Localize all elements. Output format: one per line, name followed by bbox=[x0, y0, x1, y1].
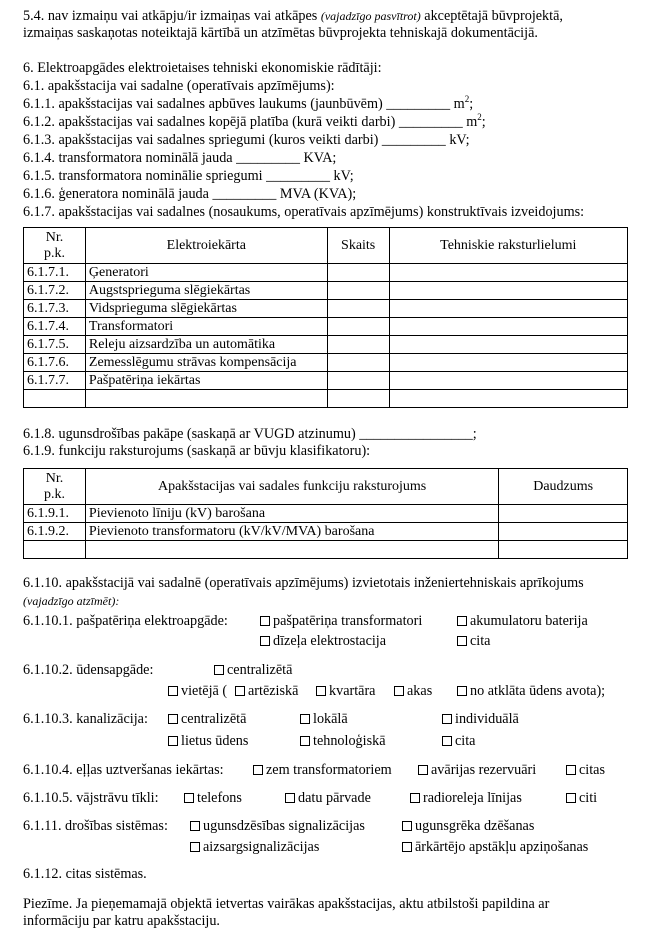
p5-opt-1[interactable] bbox=[184, 790, 242, 807]
p5-opt-2[interactable] bbox=[285, 790, 371, 807]
row-nr: 6.1.7.2. bbox=[24, 282, 86, 300]
s612-end: ; bbox=[481, 114, 486, 130]
p2-opt-local[interactable] bbox=[168, 683, 227, 700]
s6111-opt-3[interactable] bbox=[190, 839, 319, 856]
p4-opt-2[interactable] bbox=[418, 762, 536, 779]
row-nr: 6.1.7.7. bbox=[24, 372, 86, 390]
checkbox[interactable] bbox=[566, 765, 576, 775]
s6111-label: 6.1.11. drošības sistēmas: bbox=[23, 818, 168, 834]
s611-end: ; bbox=[469, 96, 474, 112]
opt-label: datu pārvade bbox=[298, 790, 371, 806]
row-name: Vidsprieguma slēgiekārtas bbox=[85, 300, 327, 318]
row-count-cell[interactable] bbox=[327, 336, 389, 354]
checkbox[interactable] bbox=[457, 616, 467, 626]
opt-label: avārijas rezervuāri bbox=[431, 762, 537, 778]
p3-opt-1[interactable] bbox=[168, 711, 246, 728]
checkbox[interactable] bbox=[285, 793, 295, 803]
th-specs: Tehniskie raksturlielumi bbox=[389, 228, 627, 264]
row-count-cell[interactable] bbox=[327, 282, 389, 300]
row-count-cell[interactable] bbox=[327, 318, 389, 336]
table-row bbox=[24, 282, 628, 300]
p2-opt-artesian[interactable] bbox=[235, 683, 298, 700]
row-specs-cell[interactable] bbox=[389, 354, 627, 372]
row-specs-cell[interactable] bbox=[389, 282, 627, 300]
s54-note: (vajadzīgo pasvītrot) bbox=[320, 9, 421, 23]
checkbox[interactable] bbox=[190, 842, 200, 852]
th-count: Skaits bbox=[327, 228, 389, 264]
opt-label: pašpatēriņa transformatori bbox=[273, 613, 423, 629]
row-name: Releju aizsardzība un automātika bbox=[85, 336, 327, 354]
p3-opt-4[interactable] bbox=[168, 733, 248, 750]
table-row bbox=[24, 264, 628, 282]
s619: 6.1.9. funkciju raksturojums (saskaņā ar būvju klasifikatoru): bbox=[23, 443, 371, 459]
checkbox[interactable] bbox=[214, 665, 224, 675]
opt-label: akas bbox=[407, 683, 433, 699]
checkbox[interactable] bbox=[235, 686, 245, 696]
opt-label: lietus ūdens bbox=[181, 733, 249, 749]
row-empty-cell[interactable] bbox=[24, 390, 86, 408]
row-nr: 6.1.9.2. bbox=[24, 523, 86, 541]
s6110-title: 6.1.10. apakšstacijā vai sadalnē (operatīvais apzīmējums) izvietotais inženiertehniskais aprīkojums bbox=[23, 575, 584, 591]
opt-label: centralizētā bbox=[227, 662, 293, 678]
opt-label: ugunsdzēsības signalizācijas bbox=[203, 818, 365, 834]
table-row bbox=[24, 354, 628, 372]
opt-label: zem transformatoriem bbox=[266, 762, 392, 778]
p1-opt-2[interactable] bbox=[457, 613, 588, 630]
checkbox[interactable] bbox=[442, 714, 452, 724]
p2-label: 6.1.10.2. ūdensapgāde: bbox=[23, 662, 154, 678]
row-specs-cell[interactable] bbox=[389, 318, 627, 336]
row-count-cell[interactable] bbox=[327, 300, 389, 318]
checkbox[interactable] bbox=[457, 636, 467, 646]
th-nr: Nr. p.k. bbox=[24, 469, 86, 505]
p1-label: 6.1.10.1. pašpatēriņa elektroapgāde: bbox=[23, 613, 228, 629]
row-empty-cell[interactable] bbox=[85, 541, 498, 559]
s6111-opt-1[interactable] bbox=[190, 818, 365, 835]
opt-label: artēziskā bbox=[248, 683, 299, 699]
checkbox[interactable] bbox=[394, 686, 404, 696]
s61: 6.1. apakšstacija vai sadalne (operatīvais apzīmējums): bbox=[23, 78, 335, 94]
s6111-opt-4[interactable] bbox=[402, 839, 588, 856]
checkbox[interactable] bbox=[300, 736, 310, 746]
s6110-note: (vajadzīgo atzīmēt): bbox=[23, 594, 120, 608]
row-count-cell[interactable] bbox=[327, 354, 389, 372]
s615: 6.1.5. transformatora nominālie spriegumi _________ kV; bbox=[23, 168, 354, 184]
equipment-table-header bbox=[24, 228, 628, 264]
s612-sup: 2 bbox=[477, 112, 482, 122]
s613: 6.1.3. apakšstacijas vai sadalnes spriegumi (kuros veikti darbi) _________ kV; bbox=[23, 132, 470, 148]
p1-opt-1[interactable] bbox=[260, 613, 422, 630]
s54-line1 bbox=[23, 8, 563, 25]
table-row bbox=[24, 505, 628, 523]
p3-label: 6.1.10.3. kanalizācija: bbox=[23, 711, 148, 727]
p4-opt-3[interactable] bbox=[566, 762, 605, 779]
row-nr: 6.1.7.3. bbox=[24, 300, 86, 318]
s614: 6.1.4. transformatora nominālā jauda _________ KVA; bbox=[23, 150, 337, 166]
note-line1: Piezīme. Ja pieņemamajā objektā ietvertas vairākas apakšstacijas, aktu atbilstoši papildina ar bbox=[23, 896, 550, 912]
table-row bbox=[24, 372, 628, 390]
p5-opt-3[interactable] bbox=[410, 790, 522, 807]
row-name: Augstsprieguma slēgiekārtas bbox=[85, 282, 327, 300]
row-quantity-cell[interactable] bbox=[499, 505, 628, 523]
s612-text: 6.1.2. apakšstacijas vai sadalnes kopējā platība (kurā veikti darbi) _________ m bbox=[23, 114, 478, 130]
p4-label: 6.1.10.4. eļļas uztveršanas iekārtas: bbox=[23, 762, 224, 778]
table-row bbox=[24, 523, 628, 541]
row-name: Transformatori bbox=[85, 318, 327, 336]
equipment-table bbox=[23, 227, 628, 408]
opt-label: citi bbox=[579, 790, 598, 806]
opt-label: no atklāta ūdens avota); bbox=[470, 683, 606, 699]
function-table bbox=[23, 468, 628, 559]
p1-opt-4[interactable] bbox=[457, 633, 490, 650]
p3-opt-3[interactable] bbox=[442, 711, 519, 728]
s617: 6.1.7. apakšstacijas vai sadalnes (nosaukums, operatīvais apzīmējums) konstruktīvais izveidojums: bbox=[23, 204, 585, 220]
p2-opt-wells[interactable] bbox=[394, 683, 432, 700]
opt-label: aizsargsignalizācijas bbox=[203, 839, 320, 855]
table-row bbox=[24, 300, 628, 318]
checkbox[interactable] bbox=[402, 842, 412, 852]
checkbox[interactable] bbox=[260, 616, 270, 626]
p5-opt-4[interactable] bbox=[566, 790, 597, 807]
s616: 6.1.6. ģeneratora nominālā jauda _________ MVA (KVA); bbox=[23, 186, 357, 202]
p2-opt-central[interactable] bbox=[214, 662, 292, 679]
th-nr: Nr. p.k. bbox=[24, 228, 86, 264]
th-quantity: Daudzums bbox=[499, 469, 628, 505]
row-name: Pašpatēriņa iekārtas bbox=[85, 372, 327, 390]
opt-label: vietējā ( bbox=[181, 683, 228, 699]
checkbox[interactable] bbox=[442, 736, 452, 746]
opt-label: centralizētā bbox=[181, 711, 247, 727]
row-specs-cell[interactable] bbox=[389, 336, 627, 354]
p5-label: 6.1.10.5. vājstrāvu tīkli: bbox=[23, 790, 159, 806]
p3-opt-6[interactable] bbox=[442, 733, 475, 750]
s6112: 6.1.12. citas sistēmas. bbox=[23, 866, 147, 882]
s612 bbox=[23, 114, 486, 131]
checkbox[interactable] bbox=[168, 736, 178, 746]
row-empty-cell[interactable] bbox=[327, 390, 389, 408]
opt-label: kvartāra bbox=[329, 683, 376, 699]
row-count-cell[interactable] bbox=[327, 372, 389, 390]
opt-label: radioreleja līnijas bbox=[423, 790, 522, 806]
checkbox[interactable] bbox=[410, 793, 420, 803]
row-name: Pievienoto līniju (kV) barošana bbox=[85, 505, 498, 523]
checkbox[interactable] bbox=[300, 714, 310, 724]
checkbox[interactable] bbox=[253, 765, 263, 775]
s618: 6.1.8. ugunsdrošības pakāpe (saskaņā ar VUGD atzinumu) ________________; bbox=[23, 426, 477, 442]
opt-label: citas bbox=[579, 762, 605, 778]
row-empty-cell[interactable] bbox=[24, 541, 86, 559]
p4-opt-1[interactable] bbox=[253, 762, 392, 779]
row-specs-cell[interactable] bbox=[389, 300, 627, 318]
table-row bbox=[24, 318, 628, 336]
row-specs-cell[interactable] bbox=[389, 372, 627, 390]
opt-label: dīzeļa elektrostacija bbox=[273, 633, 387, 649]
opt-label: cita bbox=[470, 633, 491, 649]
s611-text: 6.1.1. apakšstacijas vai sadalnes apbūves laukums (jaunbūvēm) _________ m bbox=[23, 96, 465, 112]
opt-label: lokālā bbox=[313, 711, 348, 727]
s611 bbox=[23, 96, 473, 113]
checkbox[interactable] bbox=[168, 686, 178, 696]
p3-opt-2[interactable] bbox=[300, 711, 348, 728]
opt-label: cita bbox=[455, 733, 476, 749]
th-equipment: Elektroiekārta bbox=[85, 228, 327, 264]
checkbox[interactable] bbox=[316, 686, 326, 696]
opt-label: akumulatoru baterija bbox=[470, 613, 588, 629]
p2-opt-quaternary[interactable] bbox=[316, 683, 375, 700]
row-nr: 6.1.7.6. bbox=[24, 354, 86, 372]
th-function: Apakšstacijas vai sadales funkciju raksturojums bbox=[85, 469, 498, 505]
checkbox[interactable] bbox=[457, 686, 467, 696]
s6111-opt-2[interactable] bbox=[402, 818, 534, 835]
row-empty-cell[interactable] bbox=[499, 541, 628, 559]
table-row bbox=[24, 336, 628, 354]
checkbox[interactable] bbox=[566, 793, 576, 803]
s54-text-a: 5.4. nav izmaiņu vai atkāpju/ir izmaiņas vai atkāpes bbox=[23, 8, 321, 24]
checkbox[interactable] bbox=[402, 821, 412, 831]
opt-label: telefons bbox=[197, 790, 242, 806]
p2-opt-open-source[interactable] bbox=[457, 683, 605, 700]
p1-opt-3[interactable] bbox=[260, 633, 386, 650]
checkbox[interactable] bbox=[260, 636, 270, 646]
opt-label: tehnoloģiskā bbox=[313, 733, 386, 749]
row-count-cell[interactable] bbox=[327, 264, 389, 282]
checkbox[interactable] bbox=[184, 793, 194, 803]
row-specs-cell[interactable] bbox=[389, 264, 627, 282]
checkbox[interactable] bbox=[418, 765, 428, 775]
row-empty-cell[interactable] bbox=[85, 390, 327, 408]
checkbox[interactable] bbox=[190, 821, 200, 831]
row-nr: 6.1.7.4. bbox=[24, 318, 86, 336]
row-nr: 6.1.9.1. bbox=[24, 505, 86, 523]
note-line2: informāciju par katru apakšstaciju. bbox=[23, 913, 220, 929]
row-quantity-cell[interactable] bbox=[499, 523, 628, 541]
opt-label: ugunsgrēka dzēšanas bbox=[415, 818, 535, 834]
row-name: Zemesslēgumu strāvas kompensācija bbox=[85, 354, 327, 372]
opt-label: individuālā bbox=[455, 711, 519, 727]
row-nr: 6.1.7.1. bbox=[24, 264, 86, 282]
row-name: Pievienoto transformatoru (kV/kV/MVA) barošana bbox=[85, 523, 498, 541]
s54-line2: izmaiņas saskaņotas noteiktajā kārtībā un atzīmētas būvprojekta tehniskajā dokumentācijā. bbox=[23, 25, 538, 41]
s54-text-b: akceptētajā būvprojektā, bbox=[420, 8, 563, 24]
table-row-empty bbox=[24, 541, 628, 559]
function-table-header bbox=[24, 469, 628, 505]
row-nr: 6.1.7.5. bbox=[24, 336, 86, 354]
s611-sup: 2 bbox=[464, 94, 470, 104]
opt-label: ārkārtējo apstākļu apziņošanas bbox=[415, 839, 589, 855]
s6-title: 6. Elektroapgādes elektroietaises tehniski ekonomiskie rādītāji: bbox=[23, 60, 382, 76]
p3-opt-5[interactable] bbox=[300, 733, 386, 750]
row-empty-cell[interactable] bbox=[389, 390, 627, 408]
checkbox[interactable] bbox=[168, 714, 178, 724]
row-name: Ģeneratori bbox=[85, 264, 327, 282]
table-row-empty bbox=[24, 390, 628, 408]
